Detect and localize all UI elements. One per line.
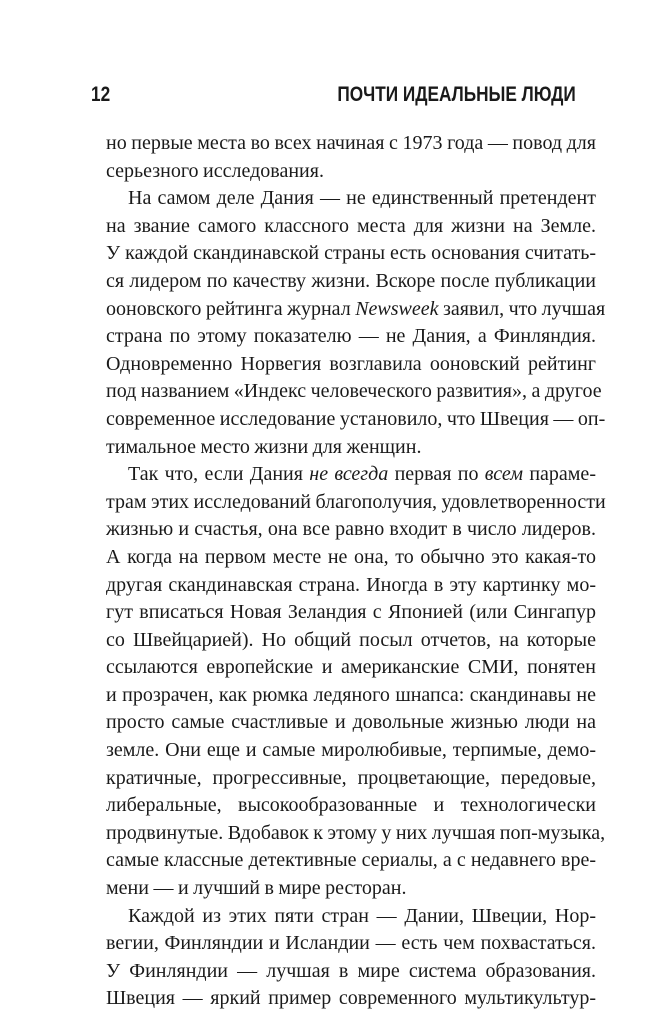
text-line: но первые места во всех начиная с 1973 года — повод для xyxy=(106,132,596,154)
text-line: под названием «Индекс человеческого развития», а другое xyxy=(106,380,602,403)
text-line: Одновременно Норвегия возглавила ооновский рейтинг xyxy=(106,352,596,375)
text-line: со Швейцарией). Но общий посыл отчетов, на которые xyxy=(106,628,596,651)
text-line: Каждой из этих пяти стран — Дании, Швеции, Нор- xyxy=(128,904,596,927)
text-line: мени — и лучший в мире ресторан. xyxy=(106,877,407,900)
page-header xyxy=(91,80,576,110)
emphasis: не всегда xyxy=(309,463,389,486)
text-line: современное исследование установило, что Швеция — оп- xyxy=(106,407,606,430)
emphasis: всем xyxy=(484,463,523,486)
text-line: продвинутые. Вдобавок к этому у них лучшая поп-музыка, xyxy=(106,821,606,844)
text-line: ссылаются европейские и американские СМИ, понятен xyxy=(106,656,596,679)
text-line: У каждой скандинавской страны есть основания считать- xyxy=(106,242,596,265)
text-line: Швеция — яркий пример современного мультикультур- xyxy=(106,987,596,1010)
text-line: на звание самого классного места для жизни на Земле. xyxy=(106,214,596,237)
text-line: другая скандинавская страна. Иногда в эту картинку мо- xyxy=(106,573,596,596)
text-line: тимальное место жизни для женщин. xyxy=(106,435,422,458)
text-line: и прозрачен, как рюмка ледяного шнапса: скандинавы не xyxy=(106,683,596,706)
text-line: самые классные детективные сериалы, а с недавнего вре- xyxy=(106,849,596,872)
text-line: страна по этому показателю — не Дания, а Финляндия. xyxy=(106,325,596,348)
text-segment: ооновского рейтинга журнал xyxy=(106,297,356,320)
text-line: серьезного исследования. xyxy=(106,159,324,182)
text-line: земле. Они еще и самые миролюбивые, терпимые, демо- xyxy=(106,739,596,762)
text-line xyxy=(106,461,596,489)
text-line: А когда на первом месте не она, то обычно это какая-то xyxy=(106,545,596,568)
text-line: либеральные, высокообразованные и технологически xyxy=(106,794,596,817)
text-line: У Финляндии — лучшая в мире система образования. xyxy=(106,959,596,982)
page-number: 12 xyxy=(91,83,111,106)
text-line: кратичные, прогрессивные, процветающие, передовые, xyxy=(106,766,596,789)
text-line: гут вписаться Новая Зеландия с Японией (или Сингапур xyxy=(106,601,596,624)
text-line: На самом деле Дания — не единственный претендент xyxy=(128,187,596,210)
text-line xyxy=(106,296,606,324)
body-text xyxy=(106,130,606,1013)
text-segment: заявил, что лучшая xyxy=(438,297,606,320)
text-line: трам этих исследований благополучия, удовлетворенности xyxy=(106,490,606,513)
text-line: просто самые счастливые и довольные жизнью люди на xyxy=(106,711,596,734)
text-segment: первая по xyxy=(388,463,485,486)
running-title: ПОЧТИ ИДЕАЛЬНЫЕ ЛЮДИ xyxy=(337,83,576,106)
text-line: ся лидером по качеству жизни. Вскоре после публикации xyxy=(106,269,596,292)
magazine-name: Newsweek xyxy=(355,297,439,320)
text-line: жизнью и счастья, она все равно входит в число лидеров. xyxy=(106,518,596,541)
text-segment: Так что, если Дания xyxy=(128,463,310,486)
text-segment: парамe- xyxy=(522,463,596,486)
text-line: вегии, Финляндии и Исландии — есть чем похвастаться. xyxy=(106,932,596,955)
